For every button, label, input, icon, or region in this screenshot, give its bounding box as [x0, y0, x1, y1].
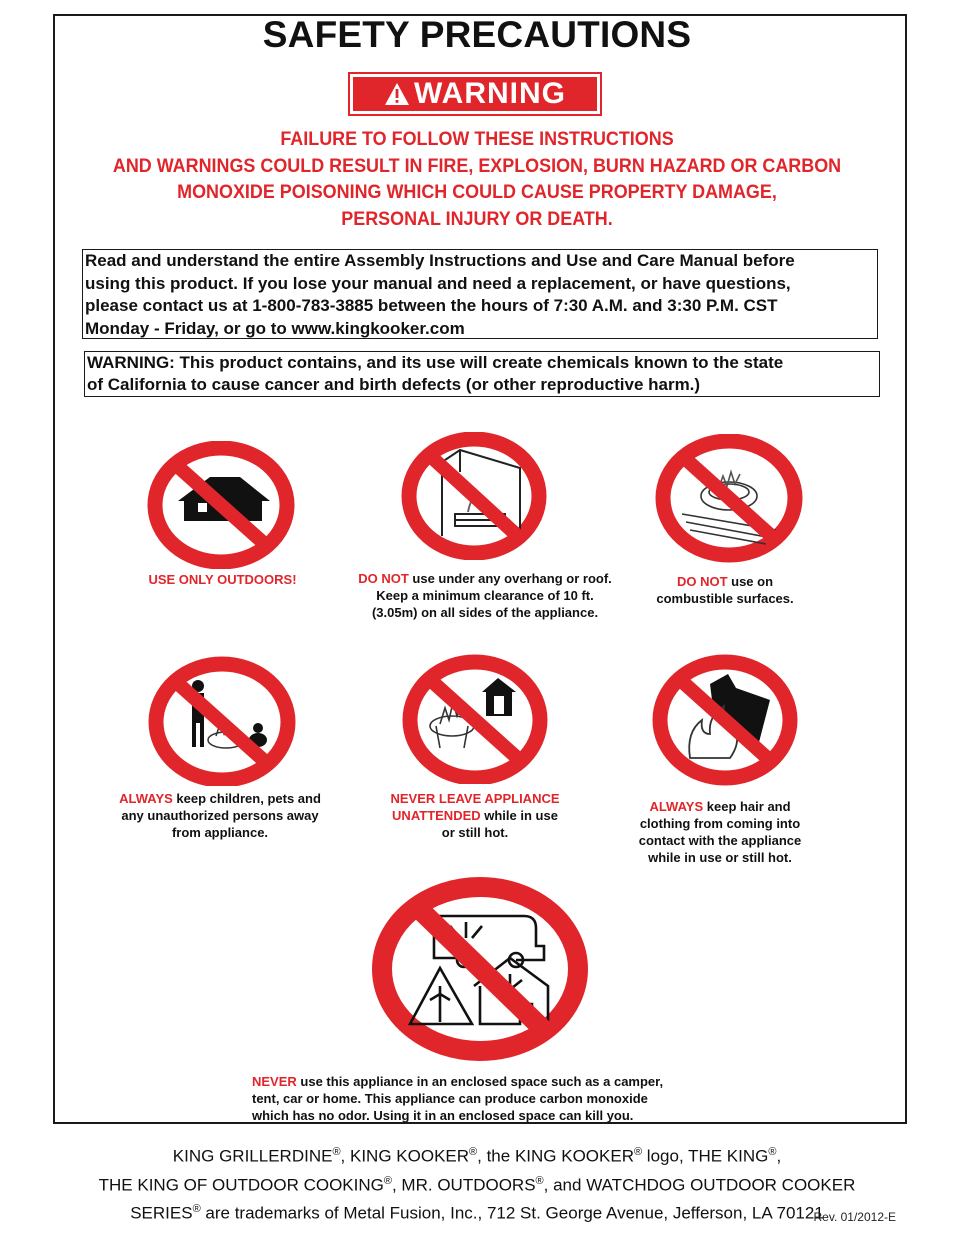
prop65-warning-box: WARNING: This product contains, and its use will create chemicals known to the state of California to cause cancer and birth defects (or other reproductive harm.) — [84, 351, 880, 397]
caption-combustible: DO NOT use on combustible surfaces. — [656, 574, 794, 606]
caption-hair: ALWAYS keep hair and clothing from coming into contact with the appliance while in use or still hot. — [638, 799, 802, 865]
no-combustible-surface-sign — [654, 434, 804, 564]
never-unattended-sign — [400, 654, 550, 784]
caption-enclosed: NEVER use this appliance in an enclosed space such as a camper, tent, car or home. This appliance can produce carbon monoxide which has no odor. Using it in an enclosed space can kill you. — [252, 1074, 664, 1123]
hazard-heading: FAILURE TO FOLLOW THESE INSTRUCTIONS AND WARNINGS COULD RESULT IN FIRE, EXPLOSION, BURN HAZARD OR CARBON MONOXIDE POISONING WHICH COULD CAUSE PROPERTY DAMAGE, PERSONAL INJURY OR DEATH. — [112, 128, 842, 230]
trademark-footer: KING GRILLERDINE®, KING KOOKER®, the KING KOOKER® logo, THE KING®, THE KING OF OUTDOOR COOKING®, MR. OUTDOORS®, and WATCHDOG OUTDOOR COOKER SERIES® are trademarks of Metal Fusion, Inc., 712 St. George Avenue, Jefferson, LA 70121 — [98, 1146, 856, 1223]
caption-children: ALWAYS keep children, pets and any unauthorized persons away from appliance. — [119, 791, 321, 840]
read-manual-box: Read and understand the entire Assembly Instructions and Use and Care Manual before using this product. If you lose your manual and need a replacement, or have questions, please contact us at 1-800-783-3885 between the hours of 7:30 A.M. and 3:30 P.M. CST Monday - Friday, or go to www.kingkooker.com — [82, 249, 878, 339]
page-title: SAFETY PRECAUTIONS — [262, 14, 692, 55]
warning-badge-label: WARNING — [414, 77, 566, 110]
keep-children-away-sign — [146, 656, 298, 786]
warning-triangle-icon — [384, 82, 410, 106]
caption-overhang: DO NOT use under any overhang or roof. Keep a minimum clearance of 10 ft. (3.05m) on all sides of the appliance. — [358, 571, 612, 620]
warning-badge — [348, 72, 602, 116]
no-overhang-sign — [400, 432, 548, 560]
keep-hair-clothing-away-sign — [650, 654, 800, 786]
caption-unattended: NEVER LEAVE APPLIANCE UNATTENDED while in use or still hot. — [390, 791, 560, 840]
no-enclosed-space-sign — [370, 876, 590, 1062]
outdoors-only-sign — [146, 441, 296, 569]
caption-outdoors: USE ONLY OUTDOORS! — [148, 572, 297, 587]
revision-label: Rev. 01/2012-E — [813, 1210, 896, 1224]
